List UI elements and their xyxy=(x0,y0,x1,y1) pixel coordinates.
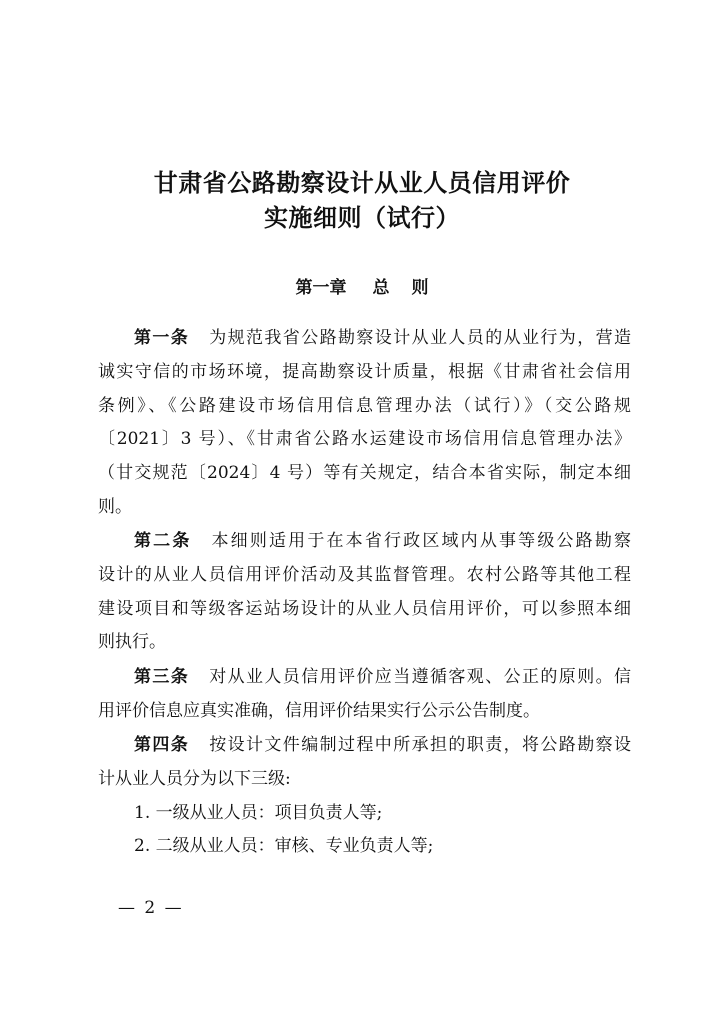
page-number: — 2 — xyxy=(118,898,184,918)
article-text-line: 本细则适用于在本省行政区域内从事等级公路勘察 xyxy=(211,531,631,551)
article-label: 第二条 xyxy=(134,531,192,551)
article-text-line: 〔2021〕3 号）、《甘肃省公路水运建设市场信用信息管理办法》 xyxy=(98,429,631,450)
article-text-line: （甘交规范〔2024〕4 号）等有关规定，结合本省实际，制定本细 xyxy=(98,463,631,484)
chapter-name-char-1: 总 xyxy=(372,278,390,298)
article-text-line: 则执行。 xyxy=(98,632,166,653)
chapter-name-char-2: 则 xyxy=(411,278,429,298)
article-text-line: 则。 xyxy=(98,496,132,517)
document-title-line-1: 甘肃省公路勘察设计从业人员信用评价 xyxy=(153,168,571,197)
article-4 xyxy=(98,729,631,864)
article-label: 第四条 xyxy=(134,735,190,755)
article-text-line: 对从业人员信用评价应当遵循客观、公正的原则。信 xyxy=(209,667,632,687)
article-text-line: 计从业人员分为以下三级: xyxy=(98,768,291,789)
article-text-line: 建设项目和等级客运站场设计的从业人员信用评价，可以参照本细 xyxy=(98,598,631,619)
article-label: 第一条 xyxy=(134,328,190,348)
list-item: 1. 一级从业人员：项目负责人等; xyxy=(134,802,383,823)
article-text-line: 诚实守信的市场环境，提高勘察设计质量，根据《甘肃省社会信用 xyxy=(98,361,631,382)
article-label: 第三条 xyxy=(134,667,190,687)
list-item: 2. 二级从业人员：审核、专业负责人等; xyxy=(134,836,434,857)
article-2 xyxy=(98,525,631,660)
chapter-number: 第一章 xyxy=(295,278,347,298)
article-text-line: 设计的从业人员信用评价活动及其监督管理。农村公路等其他工程 xyxy=(98,564,631,585)
article-3 xyxy=(98,661,631,729)
article-text-line: 为规范我省公路勘察设计从业人员的从业行为，营造 xyxy=(209,328,632,348)
article-text-line: 用评价信息应真实准确，信用评价结果实行公示公告制度。 xyxy=(98,700,540,721)
chapter-heading xyxy=(0,276,724,300)
article-text-line: 按设计文件编制过程中所承担的职责，将公路勘察设 xyxy=(209,735,632,755)
article-1 xyxy=(98,322,631,525)
document-title-line-2: 实施细则（试行） xyxy=(264,203,460,232)
article-text-line: 条例》、《公路建设市场信用信息管理办法（试行）》（交公路规 xyxy=(98,395,631,416)
